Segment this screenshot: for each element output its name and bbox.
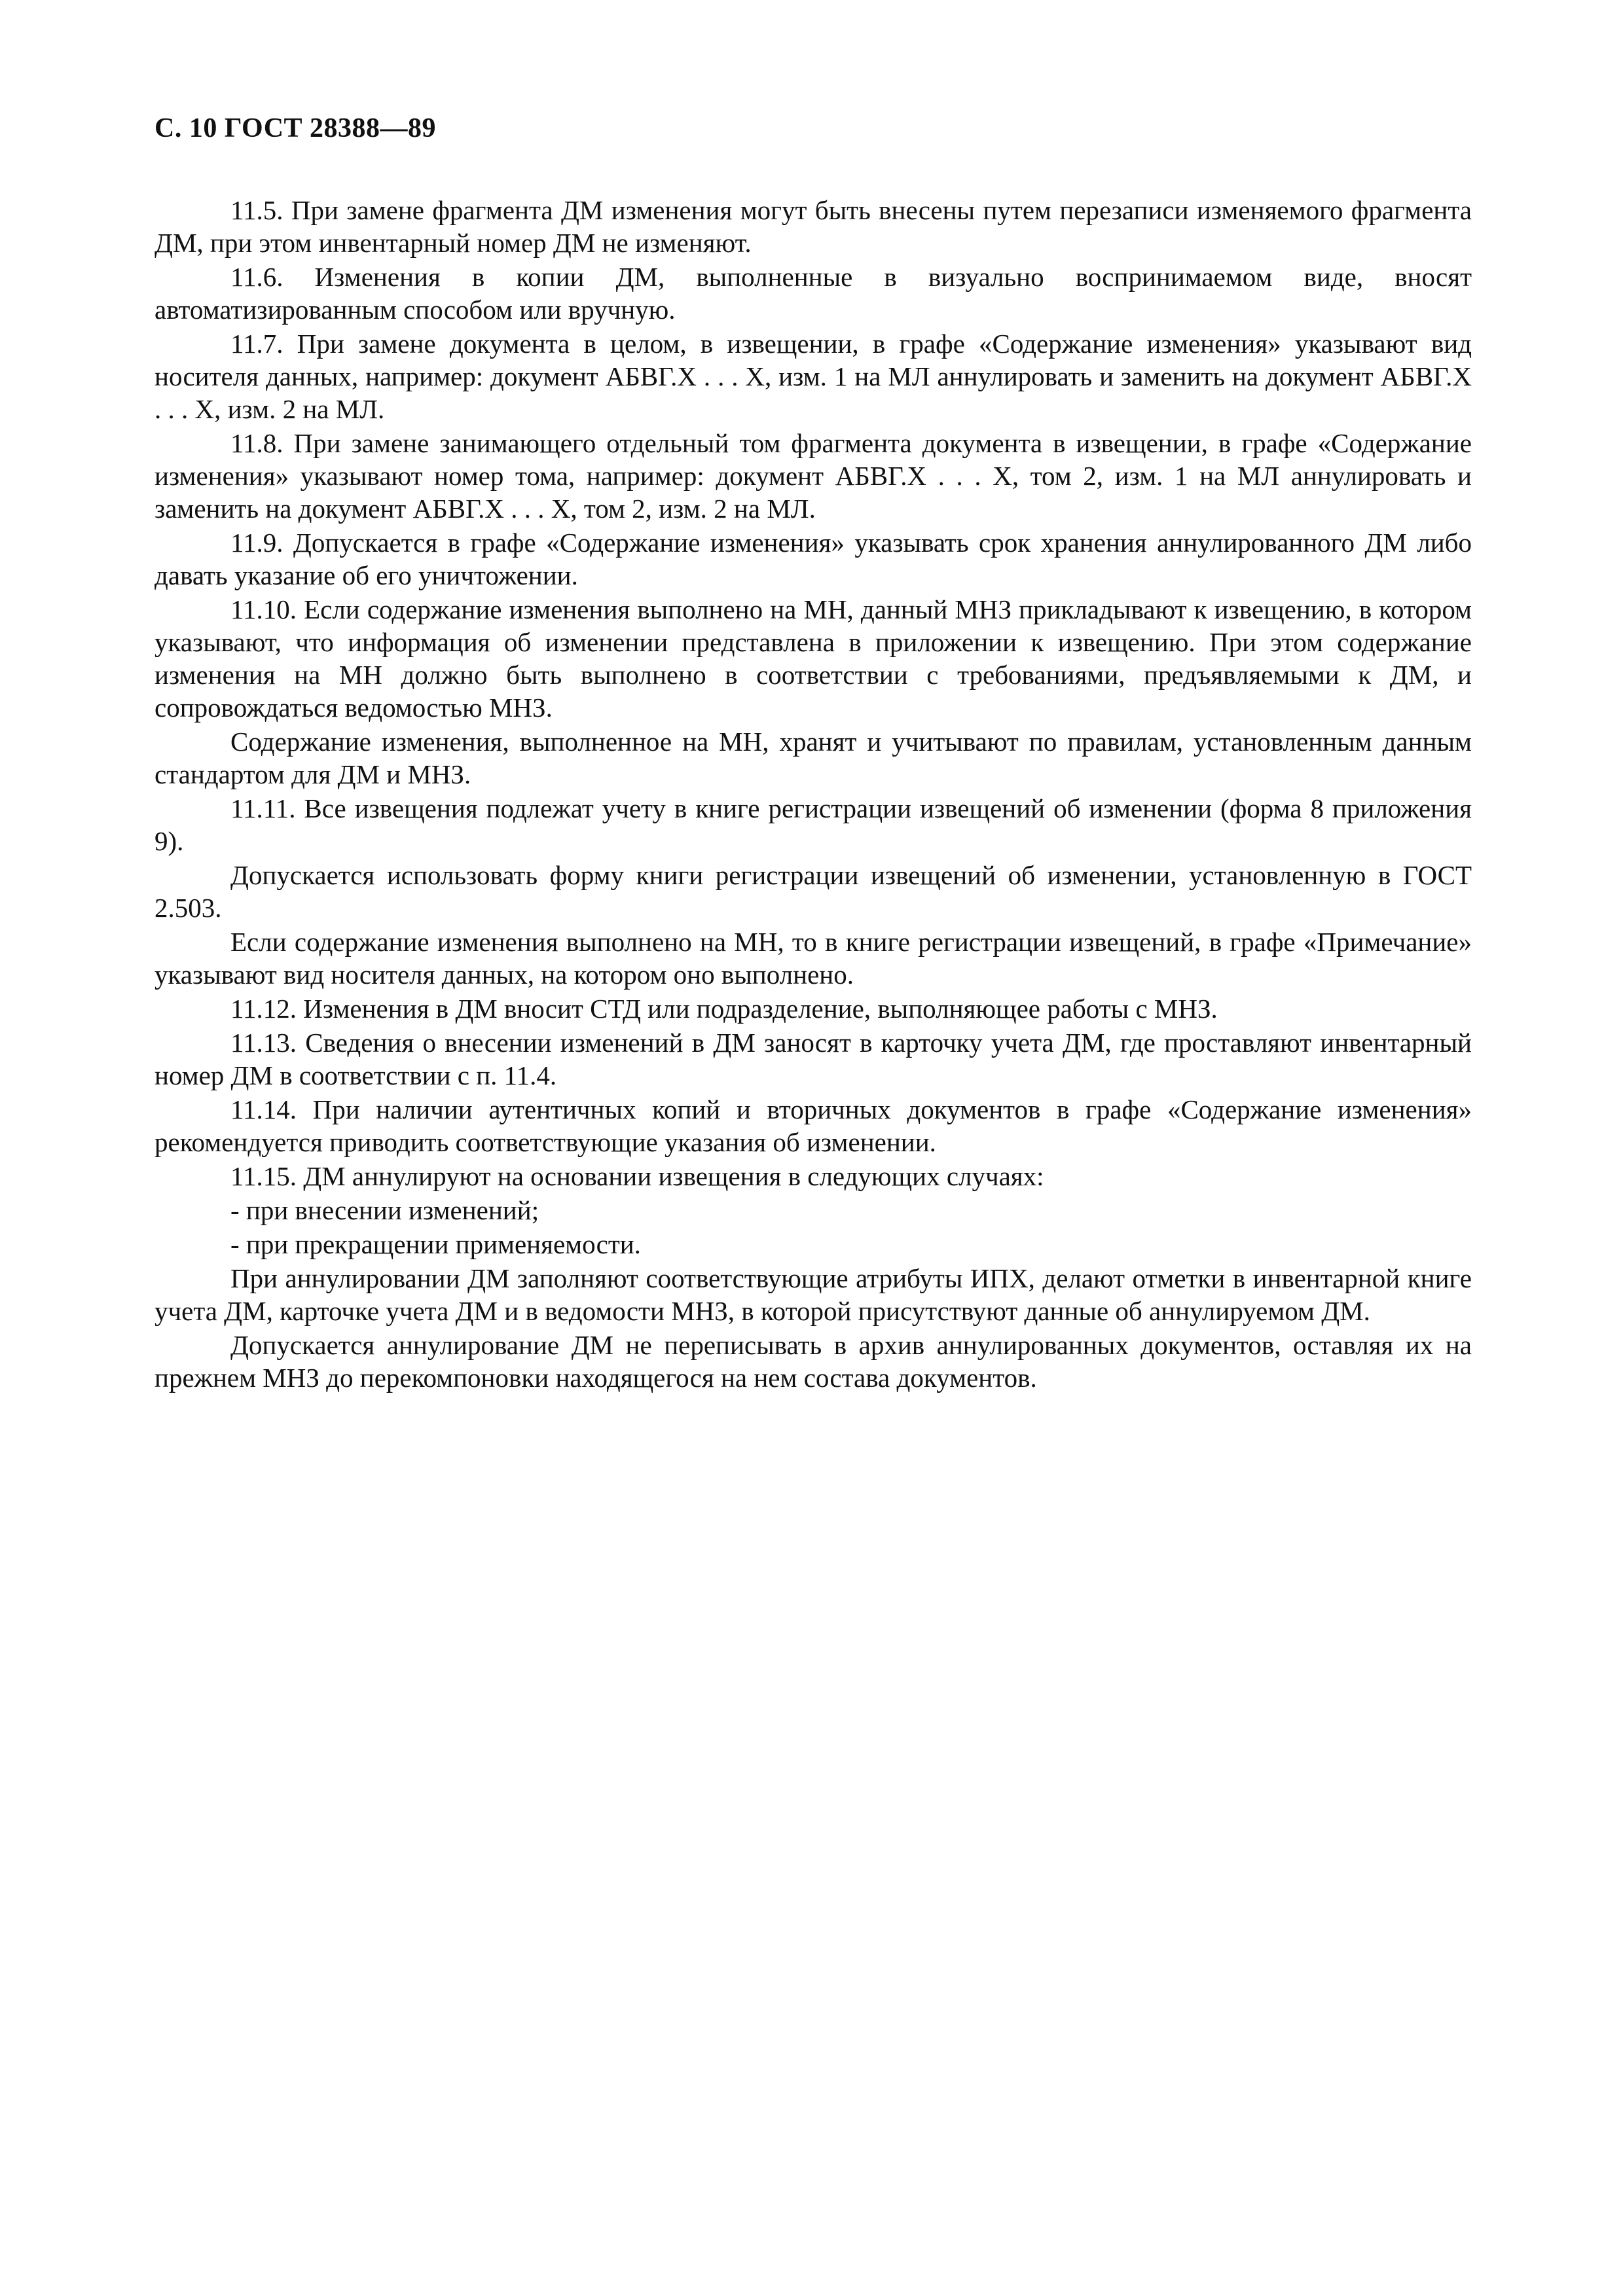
list-item: - при внесении изменений; bbox=[230, 1195, 539, 1225]
paragraph-11-7: 11.7. При замене документа в целом, в извещении, в графе «Содержание изменения» указывают вид носителя данных, например: документ АБВГ.Х . . . Х, изм. 1 на МЛ аннулировать и заменить на документ АБВГ.Х . . . Х, изм. 2 на МЛ. bbox=[155, 329, 1472, 424]
paragraph-11-10: 11.10. Если содержание изменения выполнено на МН, данный МНЗ прикладывают к извещению, в котором указывают, что информация об изменении представлена в приложении к извещению. При этом содержание изменения на МН должно быть выполнено в соответствии с требованиями, предъявляемыми к ДМ, и сопровождаться ведомостью МНЗ. bbox=[155, 594, 1472, 723]
paragraph-annulment-archive: Допускается аннулирование ДМ не переписывать в архив аннулированных документов, оставляя их на прежнем МНЗ до перекомпоновки находящегося на нем состава документов. bbox=[155, 1330, 1472, 1393]
paragraph-11-11: 11.11. Все извещения подлежат учету в книге регистрации извещений об изменении (форма 8 приложения 9). bbox=[155, 793, 1472, 856]
paragraph-11-11-note-2: Если содержание изменения выполнено на МН, то в книге регистрации извещений, в графе «Примечание» указывают вид носителя данных, на котором оно выполнено. bbox=[155, 927, 1472, 990]
paragraph-11-10-continued: Содержание изменения, выполненное на МН, хранят и учитывают по правилам, установленным данным стандартом для ДМ и МНЗ. bbox=[155, 726, 1472, 789]
paragraph-11-11-note: Допускается использовать форму книги регистрации извещений об изменении, установленную в ГОСТ 2.503. bbox=[155, 860, 1472, 923]
list-item: - при прекращении применяемости. bbox=[230, 1229, 641, 1259]
document-body bbox=[155, 194, 1472, 1395]
paragraph-11-5: 11.5. При замене фрагмента ДМ изменения могут быть внесены путем перезаписи изменяемого фрагмента ДМ, при этом инвентарный номер ДМ не изменяют. bbox=[155, 195, 1472, 258]
paragraph-11-8: 11.8. При замене занимающего отдельный том фрагмента документа в извещении, в графе «Содержание изменения» указывают номер тома, например: документ АБВГ.Х . . . Х, том 2, изм. 1 на МЛ аннулировать и заменить на документ АБВГ.Х . . . Х, том 2, изм. 2 на МЛ. bbox=[155, 428, 1472, 524]
paragraph-11-9: 11.9. Допускается в графе «Содержание изменения» указывать срок хранения аннулированного ДМ либо давать указание об его уничтожении. bbox=[155, 528, 1472, 590]
paragraph-annulment: При аннулировании ДМ заполняют соответствующие атрибуты ИПХ, делают отметки в инвентарной книге учета ДМ, карточке учета ДМ и в ведомости МНЗ, в которой присутствуют данные об аннулируемом ДМ. bbox=[155, 1263, 1472, 1326]
paragraph-11-12: 11.12. Изменения в ДМ вносит СТД или подразделение, выполняющее работы с МНЗ. bbox=[230, 994, 1218, 1024]
page-header: С. 10 ГОСТ 28388—89 bbox=[155, 113, 437, 143]
paragraph-11-6: 11.6. Изменения в копии ДМ, выполненные в визуально воспринимаемом виде, вносят автоматизированным способом или вручную. bbox=[155, 262, 1472, 325]
paragraph-11-13: 11.13. Сведения о внесении изменений в ДМ заносят в карточку учета ДМ, где проставляют инвентарный номер ДМ в соответствии с п. 11.4. bbox=[155, 1028, 1472, 1090]
paragraph-11-14: 11.14. При наличии аутентичных копий и вторичных документов в графе «Содержание изменения» рекомендуется приводить соответствующие указания об изменении. bbox=[155, 1094, 1472, 1157]
paragraph-11-15: 11.15. ДМ аннулируют на основании извещения в следующих случаях: bbox=[230, 1161, 1044, 1191]
